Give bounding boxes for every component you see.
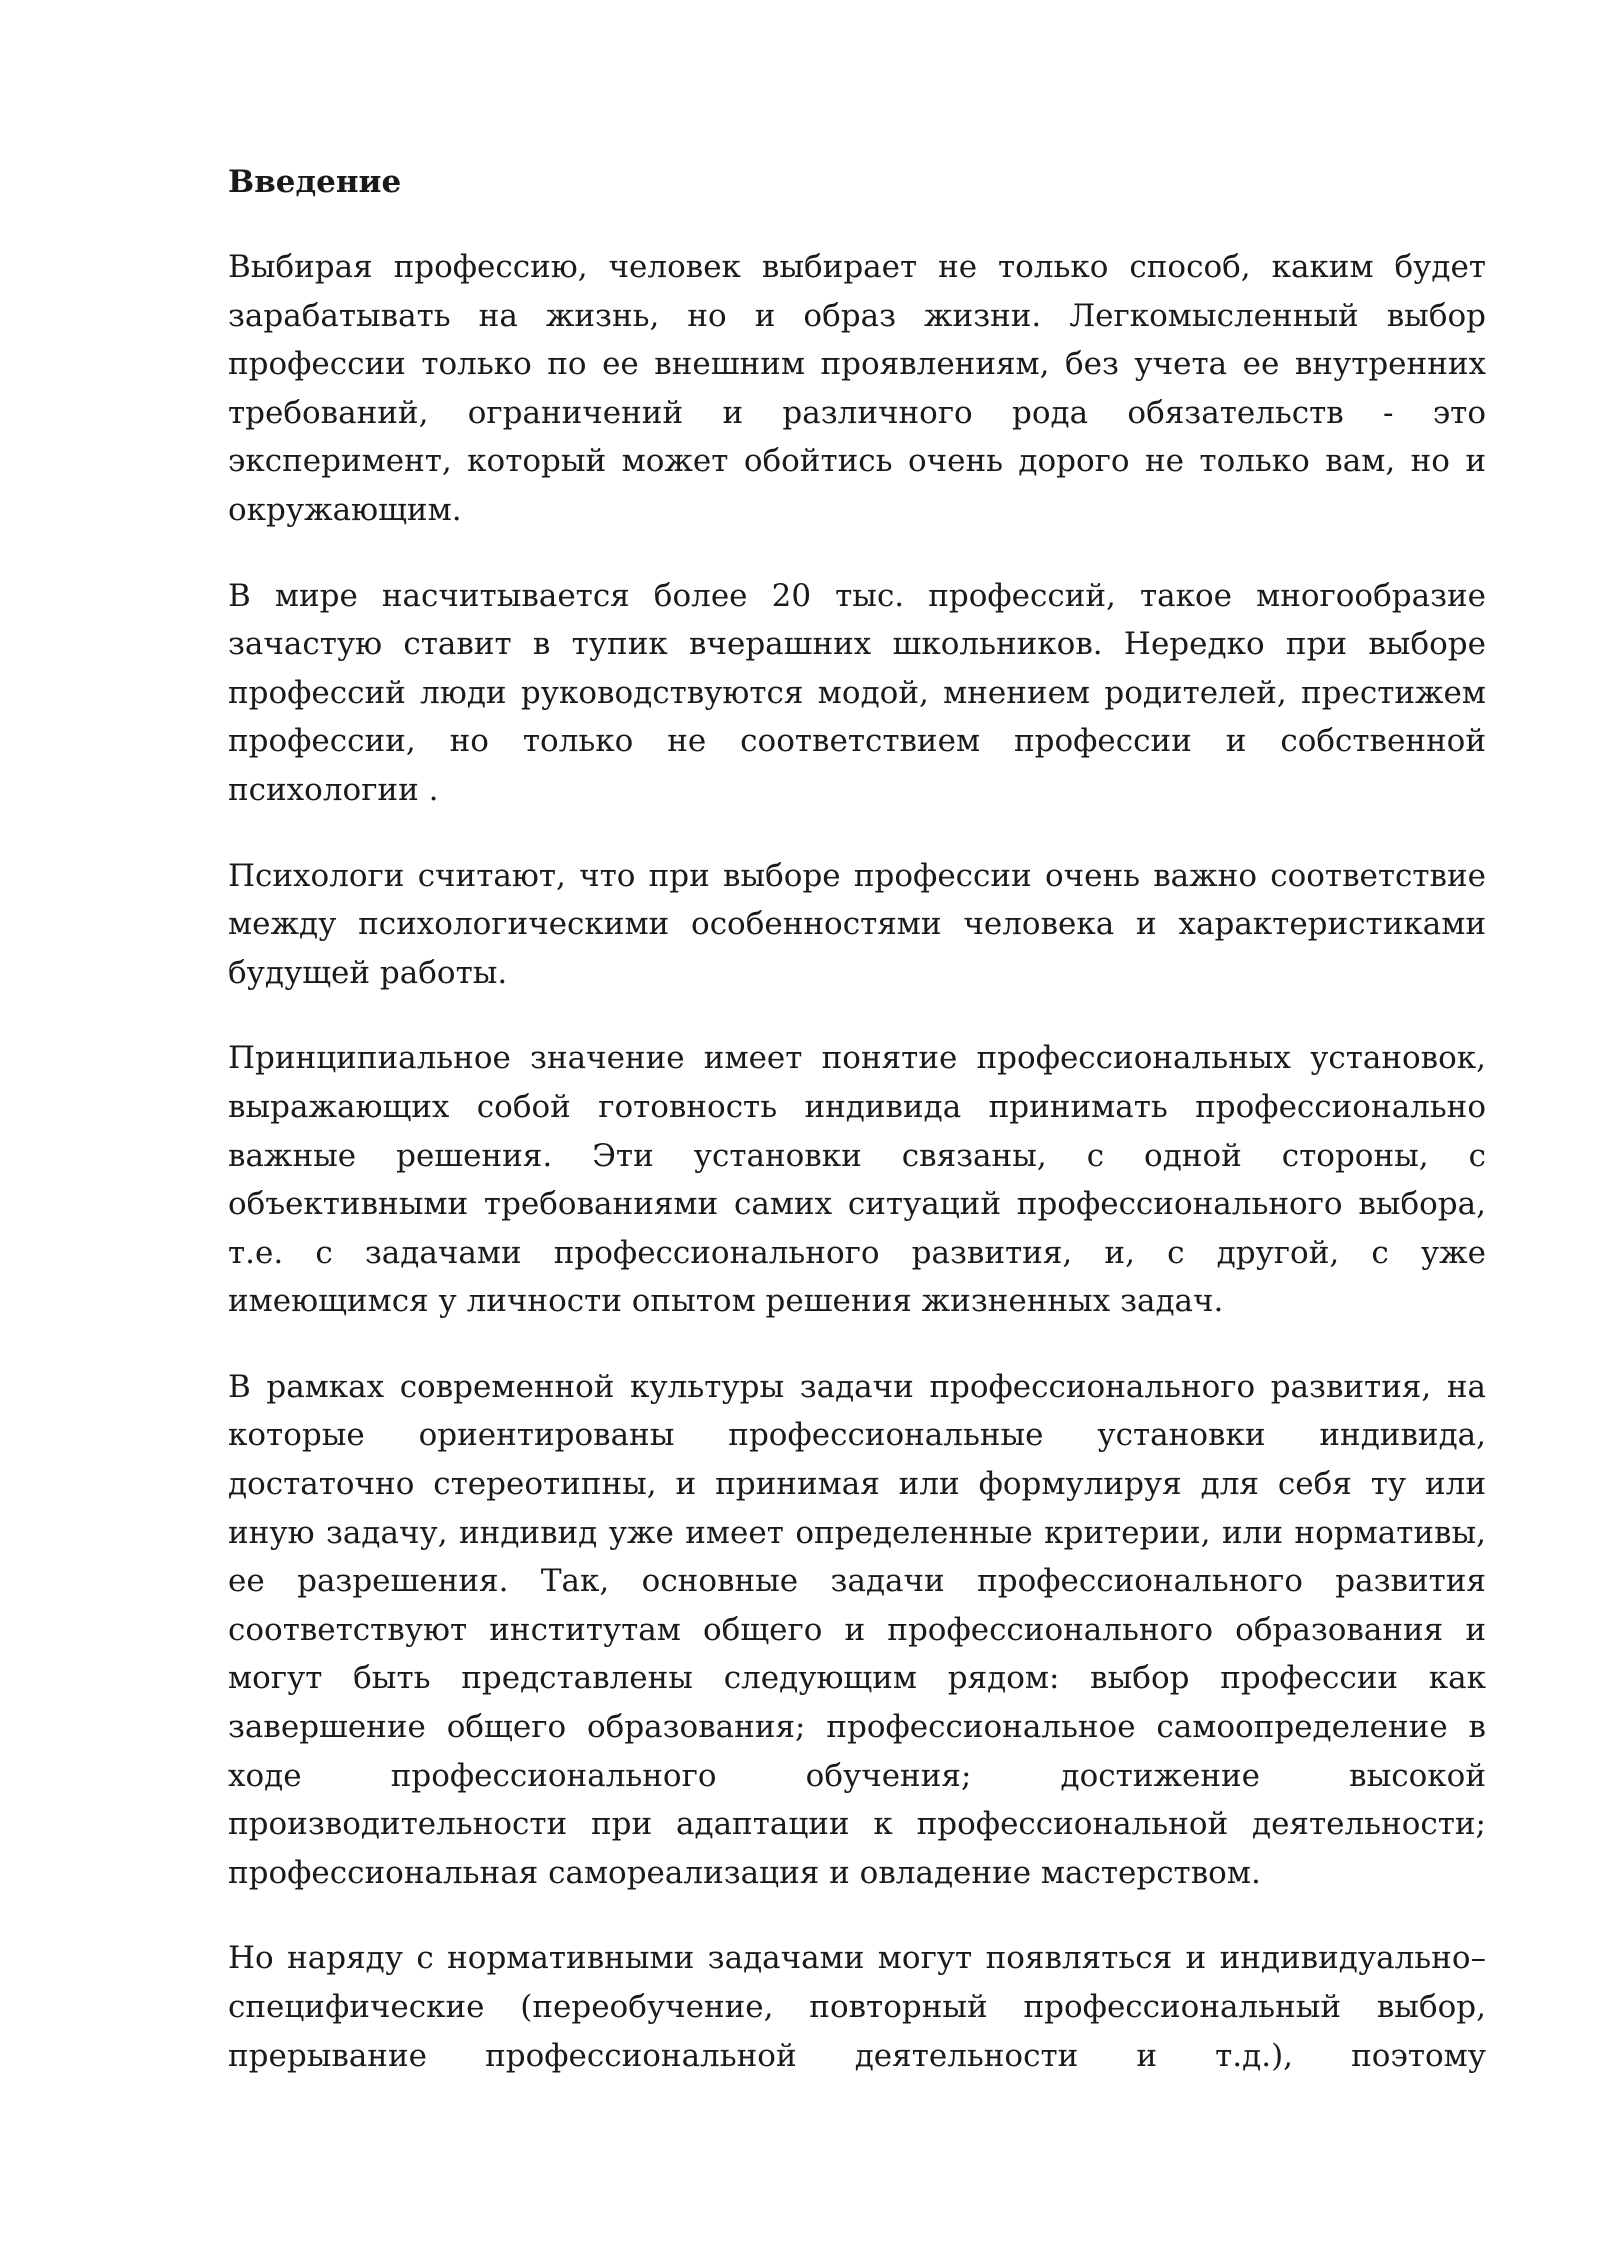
paragraph-1: Выбирая профессию, человек выбирает не только способ, каким будет зарабатывать на жизнь, но и образ жизни. Легкомысленный выбор профессии только по ее внешним проявлениям, без учета ее внутренних требований, ограничений и различного рода обязательств - это эксперимент, который может обойтись очень дорого не только вам, но и окружающим. bbox=[228, 249, 1486, 528]
section-heading: Введение bbox=[228, 164, 402, 200]
paragraph-6: Но наряду с нормативными задачами могут появляться и индивидуально–специфические (переобучение, повторный профессиональный выбор, прерывание профессиональной деятельности и т.д.), поэтому bbox=[228, 1940, 1486, 2074]
paragraph-4: Принципиальное значение имеет понятие профессиональных установок, выражающих собой готовность индивида принимать профессионально важные решения. Эти установки связаны, с одной стороны, с объективными требованиями самих ситуаций профессионального выбора, т.е. с задачами профессионального развития, и, с другой, с уже имеющимся у личности опытом решения жизненных задач. bbox=[228, 1040, 1486, 1320]
paragraph-3: Психологи считают, что при выборе профессии очень важно соответствие между психологическими особенностями человека и характеристиками будущей работы. bbox=[228, 857, 1486, 991]
document-page bbox=[228, 158, 1486, 2080]
paragraph-2: В мире насчитывается более 20 тыс. профессий, такое многообразие зачастую ставит в тупик вчерашних школьников. Нередко при выборе профессий люди руководствуются модой, мнением родителей, престижем профессии, но только не соответствием профессии и собственной психологии . bbox=[228, 577, 1486, 808]
paragraph-5: В рамках современной культуры задачи профессионального развития, на которые ориентированы профессиональные установки индивида, достаточно стереотипны, и принимая или формулируя для себя ту или иную задачу, индивид уже имеет определенные критерии, или нормативы, ее разрешения. Так, основные задачи профессионального развития соответствуют институтам общего и профессионального образования и могут быть представлены следующим рядом: выбор профессии как завершение общего образования; профессиональное самоопределение в ходе профессионального обучения; достижение высокой производительности при адаптации к профессиональной деятельности; профессиональная самореализация и овладение мастерством. bbox=[228, 1368, 1486, 1891]
